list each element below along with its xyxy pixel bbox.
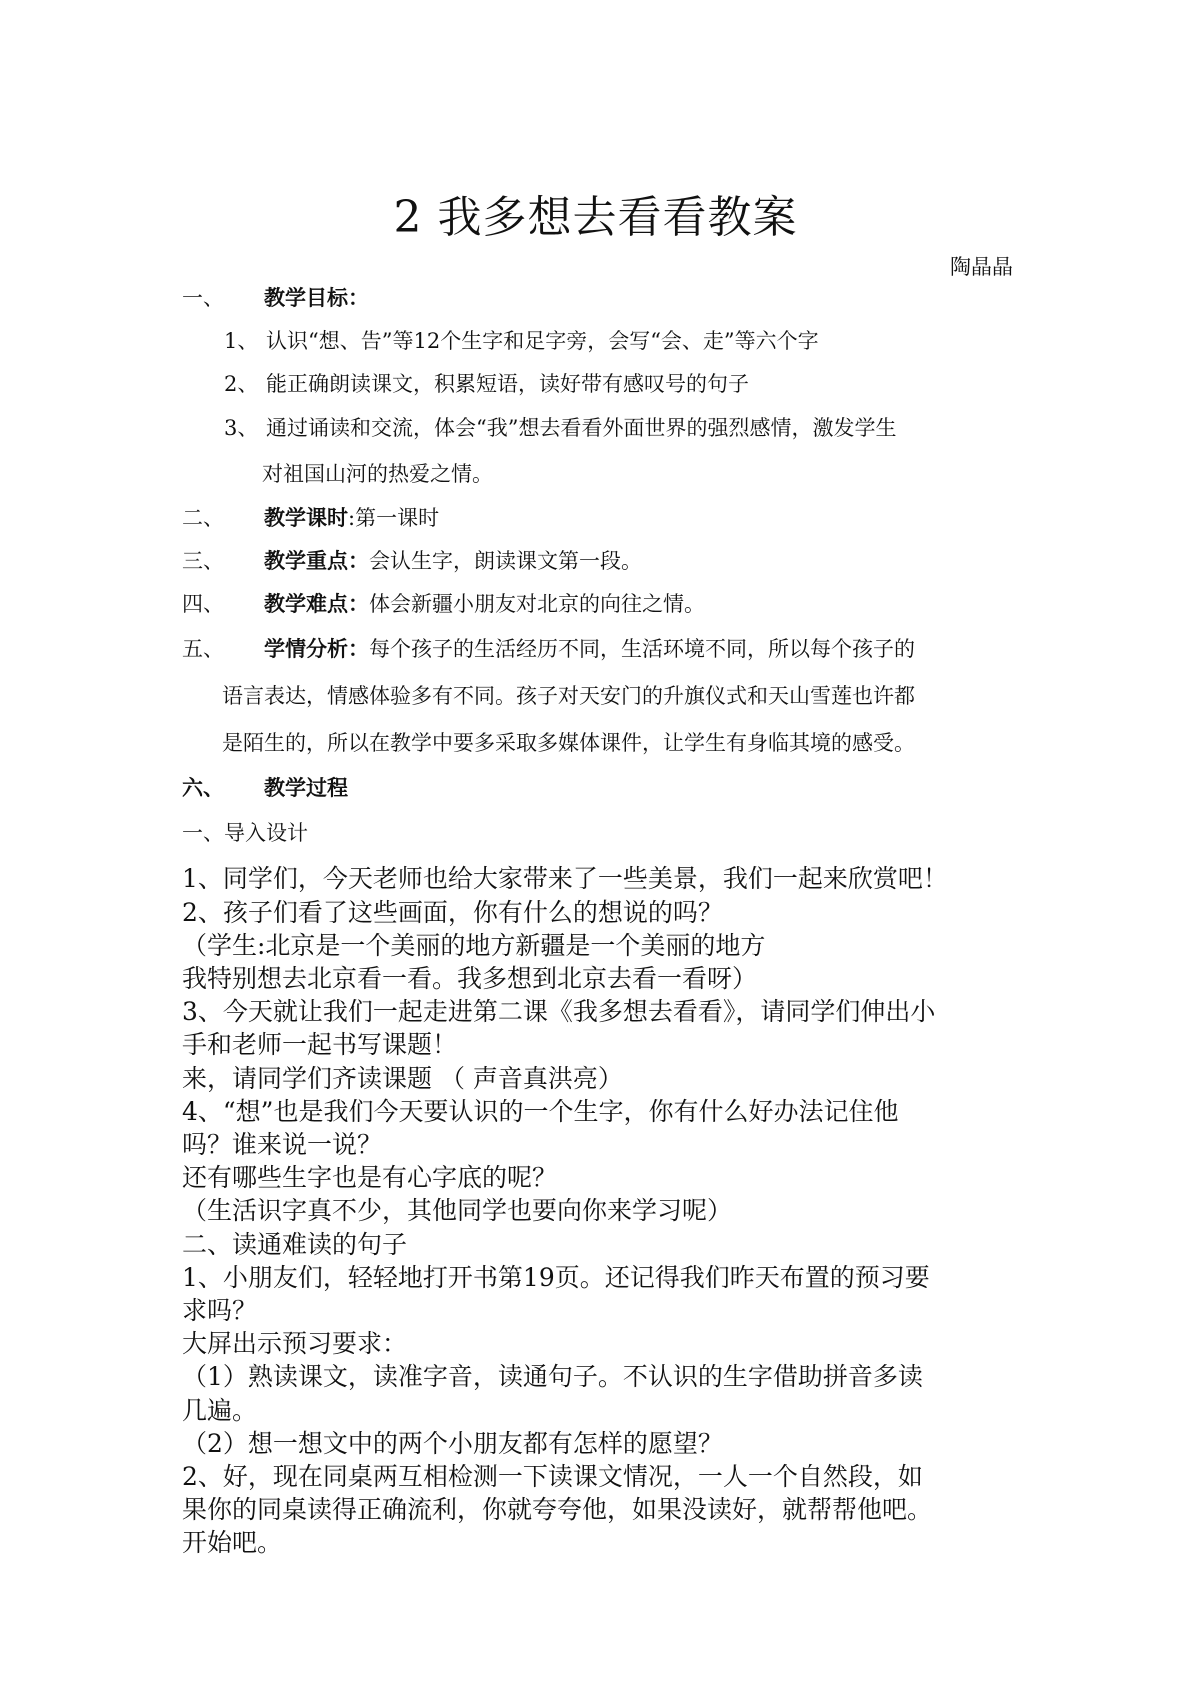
body-line: （1）熟读课文，读准字音，读通句子。不认识的生字借助拼音多读: [182, 1362, 923, 1391]
section-heading: [182, 634, 915, 664]
objective-number: 3、: [224, 416, 259, 440]
section-heading: [182, 283, 369, 313]
body-line: 3、今天就让我们一起走进第二课《我多想去看看》，请同学们伸出小: [182, 997, 936, 1026]
body-line: 吗？谁来说一说？: [182, 1130, 383, 1159]
section-number: 六、: [182, 775, 224, 800]
section-number: 三、: [182, 549, 224, 573]
body-line: 4、“想”也是我们今天要认识的一个生字，你有什么好办法记住他: [182, 1097, 899, 1126]
body-line: 二、读通难读的句子: [182, 1230, 408, 1259]
body-line: 2、好，现在同桌两互相检测一下读课文情况，一人一个自然段，如: [182, 1462, 923, 1491]
body-line: 大屏出示预习要求：: [182, 1329, 408, 1358]
section-heading: [182, 773, 348, 803]
body-line: 求吗？: [182, 1296, 258, 1325]
body-line: 手和老师一起书写课题！: [182, 1030, 458, 1059]
objective-text: 能正确朗读课文，积累短语，读好带有感叹号的句子: [266, 372, 749, 396]
section-label: 教学课时: [264, 505, 348, 530]
objective-number: 2、: [224, 372, 259, 396]
body-line: 来，请同学们齐读课题 （ 声音真洪亮）: [182, 1064, 623, 1093]
section-label: 学情分析：: [264, 636, 369, 661]
section-heading: [182, 589, 705, 619]
subsection-heading: 一、导入设计: [182, 821, 308, 845]
body-line: 1、小朋友们，轻轻地打开书第19页。还记得我们昨天布置的预习要: [182, 1263, 930, 1292]
body-line: 开始吧。: [182, 1528, 283, 1557]
section-heading: [182, 503, 439, 533]
section-text: 体会新疆小朋友对北京的向往之情。: [369, 592, 705, 616]
objective-item: [224, 369, 749, 399]
objective-number: 1、: [224, 329, 259, 353]
section-number: 二、: [182, 506, 224, 530]
body-line: 1、同学们，今天老师也给大家带来了一些美景，我们一起来欣赏吧！: [182, 864, 948, 893]
section-label: 教学目标：: [264, 285, 369, 310]
objective-text: 认识“想、告”等12个生字和足字旁，会写“会、走”等六个字: [266, 329, 819, 353]
objective-item: [224, 326, 819, 356]
author-name: 陶晶晶: [950, 255, 1013, 279]
section-text: :第一课时: [348, 506, 440, 530]
body-line: （生活识字真不少，其他同学也要向你来学习呢）: [182, 1196, 733, 1225]
analysis-continuation: 语言表达，情感体验多有不同。孩子对天安门的升旗仪式和天山雪莲也许都: [222, 684, 915, 708]
section-number: 五、: [182, 637, 224, 661]
body-line: 2、孩子们看了这些画面，你有什么的想说的吗？: [182, 898, 723, 927]
section-text: 每个孩子的生活经历不同，生活环境不同，所以每个孩子的: [369, 637, 915, 661]
document-title: 2 我多想去看看教案: [393, 192, 798, 243]
body-line: 几遍。: [182, 1396, 258, 1425]
section-label: 教学重点：: [264, 548, 369, 573]
objective-continuation: 对祖国山河的热爱之情。: [262, 462, 493, 486]
section-heading: [182, 546, 642, 576]
objective-item: [224, 413, 896, 443]
body-line: 果你的同桌读得正确流利，你就夸夸他，如果没读好，就帮帮他吧。: [182, 1495, 933, 1524]
section-number: 一、: [182, 286, 224, 310]
objective-text: 通过诵读和交流，体会“我”想去看看外面世界的强烈感情，激发学生: [266, 416, 897, 440]
body-line: （学生:北京是一个美丽的地方新疆是一个美丽的地方: [182, 931, 766, 960]
section-label: 教学难点：: [264, 591, 369, 616]
analysis-continuation: 是陌生的，所以在教学中要多采取多媒体课件，让学生有身临其境的感受。: [222, 731, 915, 755]
body-line: 还有哪些生字也是有心字底的呢？: [182, 1163, 558, 1192]
section-number: 四、: [182, 592, 224, 616]
section-label: 教学过程: [264, 775, 348, 800]
body-line: 我特别想去北京看一看。我多想到北京去看一看呀）: [182, 964, 758, 993]
section-text: 会认生字，朗读课文第一段。: [369, 549, 642, 573]
body-line: （2）想一想文中的两个小朋友都有怎样的愿望？: [182, 1429, 723, 1458]
